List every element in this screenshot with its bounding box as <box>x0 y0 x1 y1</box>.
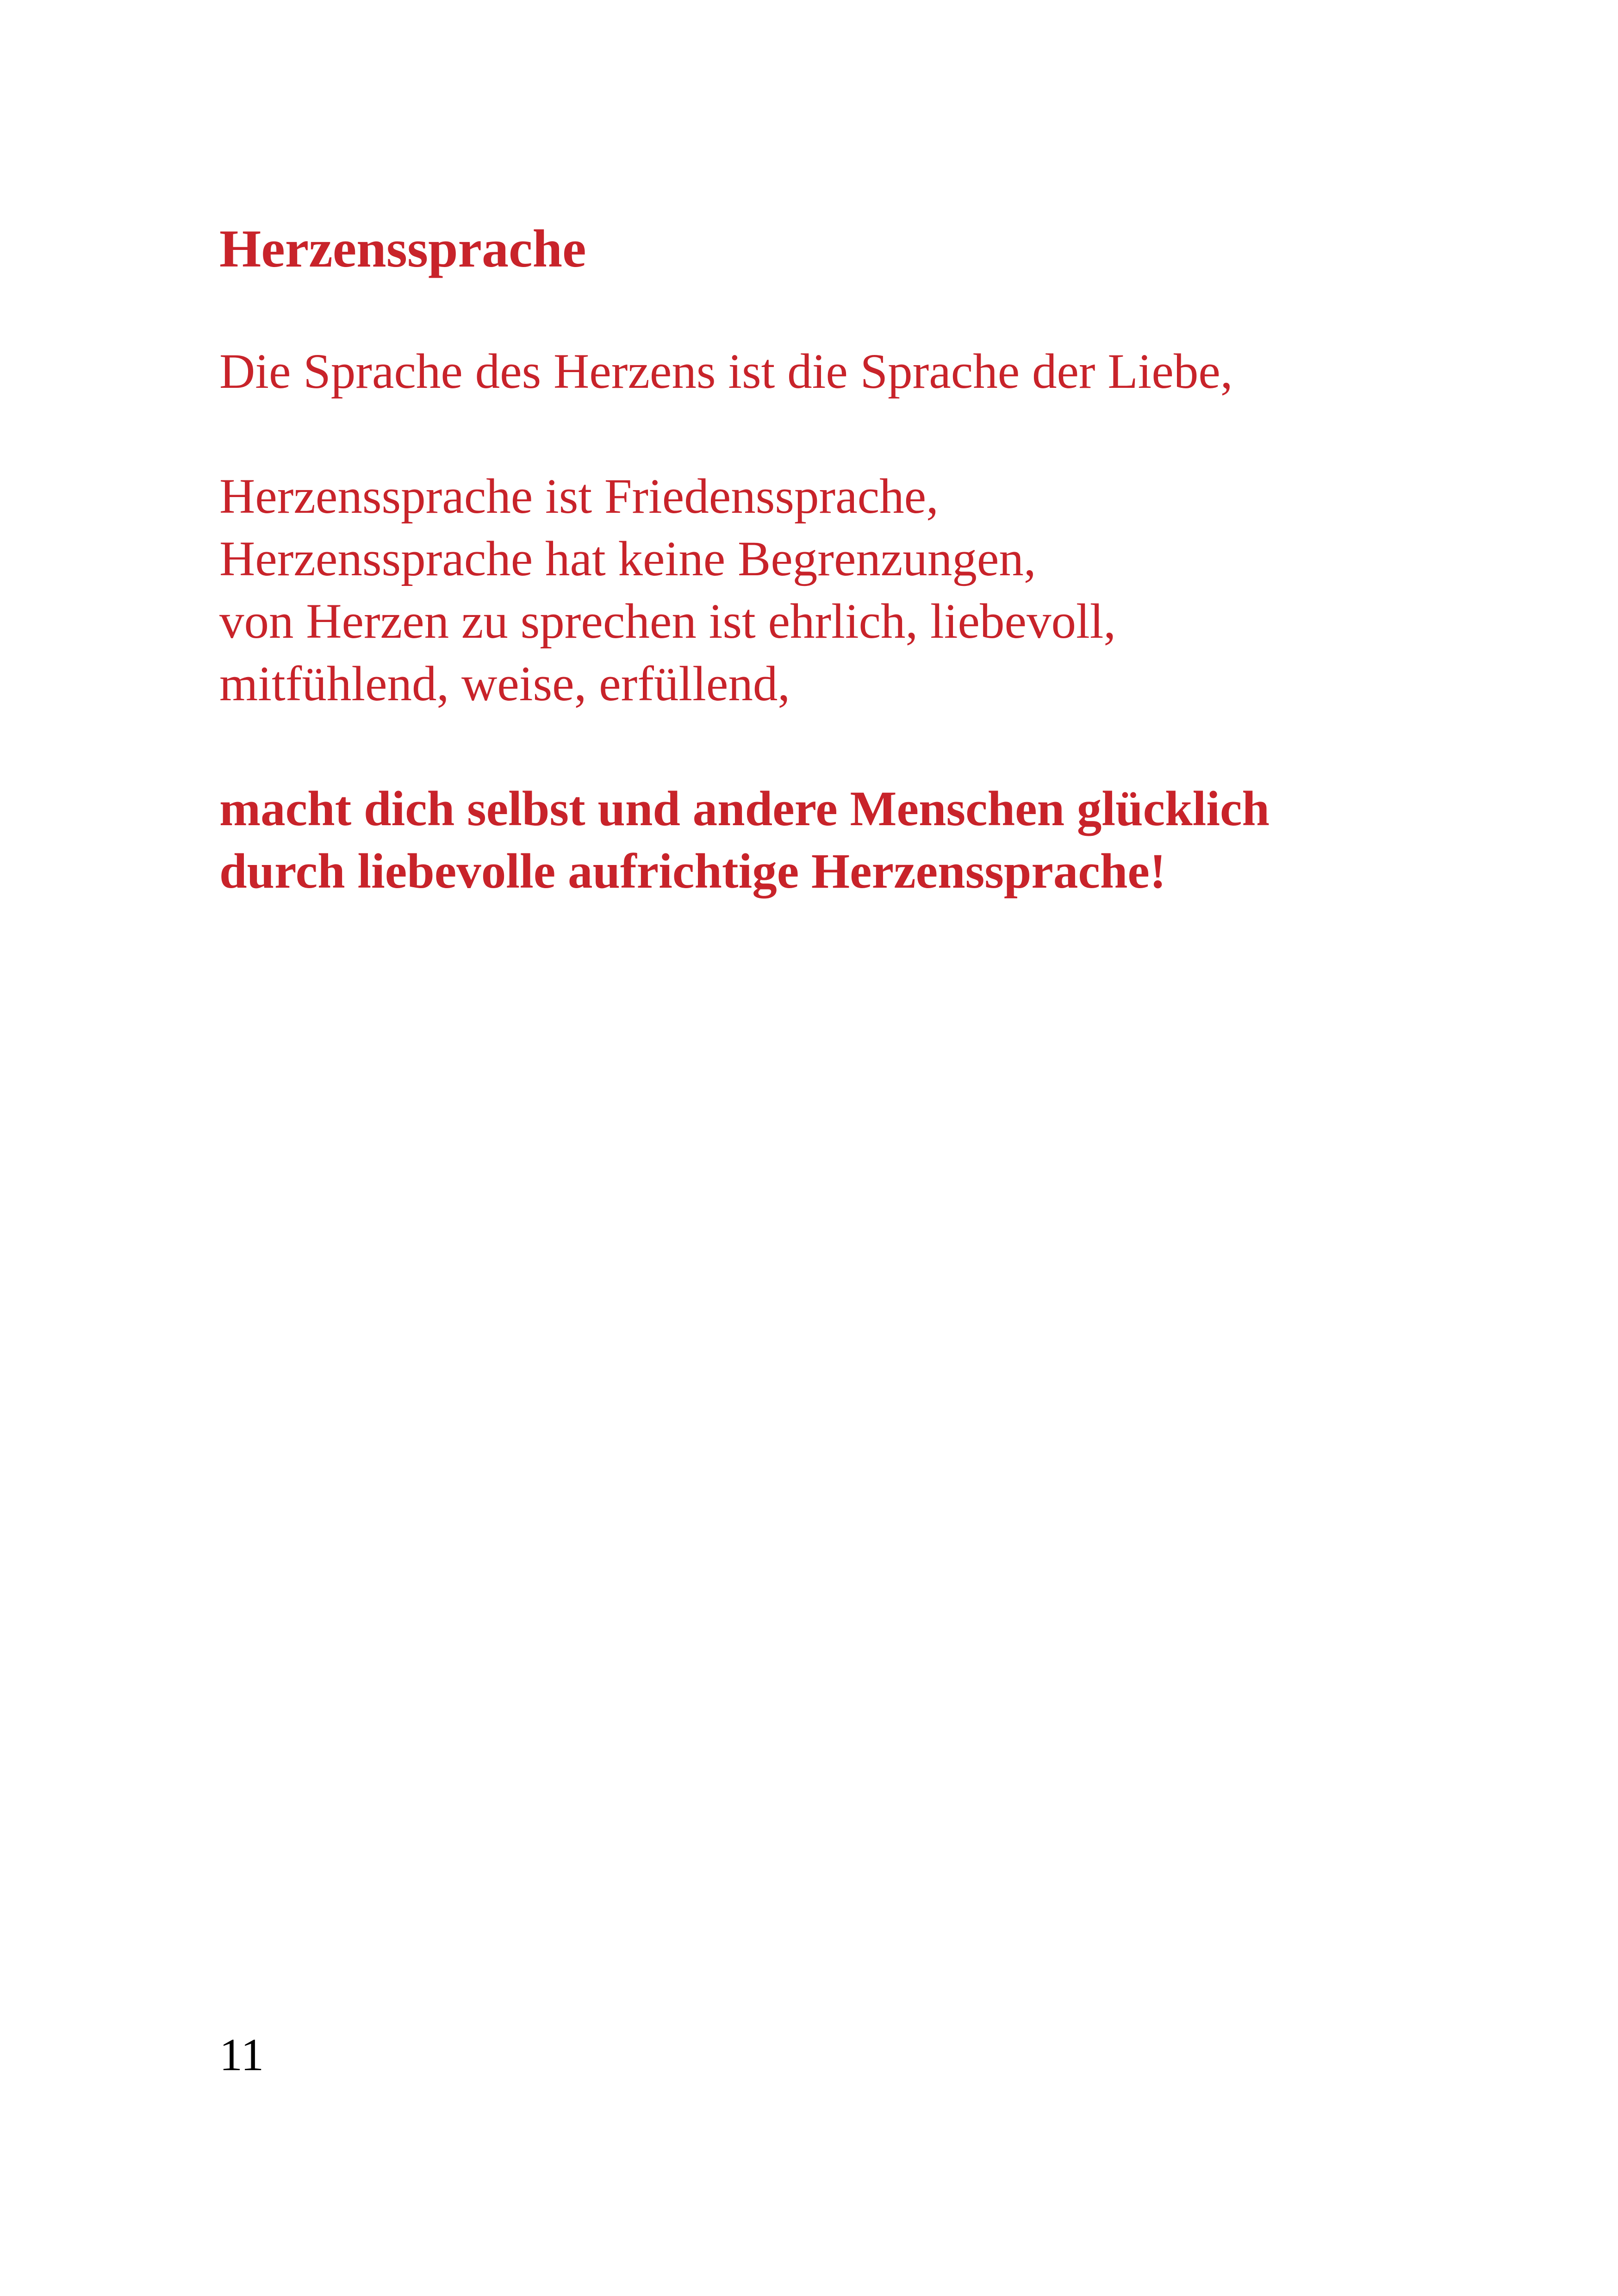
poem-line: Herzenssprache ist Friedenssprache, <box>219 469 939 524</box>
stanza-3-emphasis <box>219 778 1469 903</box>
poem-line: durch liebevolle aufrichtige Herzenssprache! <box>219 844 1166 899</box>
poem-line: Herzenssprache hat keine Begrenzungen, <box>219 532 1036 586</box>
stanza-2 <box>219 466 1469 716</box>
poem-title: Herzenssprache <box>219 219 586 279</box>
stanza-1 <box>219 341 1469 403</box>
poem <box>219 217 1469 903</box>
page-number: 11 <box>219 2029 264 2080</box>
poem-line: mitfühlend, weise, erfüllend, <box>219 657 790 711</box>
poem-line: Die Sprache des Herzens ist die Sprache der Liebe, <box>219 344 1233 399</box>
poem-line: von Herzen zu sprechen ist ehrlich, liebevoll, <box>219 594 1116 649</box>
poem-line: macht dich selbst und andere Menschen glücklich <box>219 782 1270 836</box>
